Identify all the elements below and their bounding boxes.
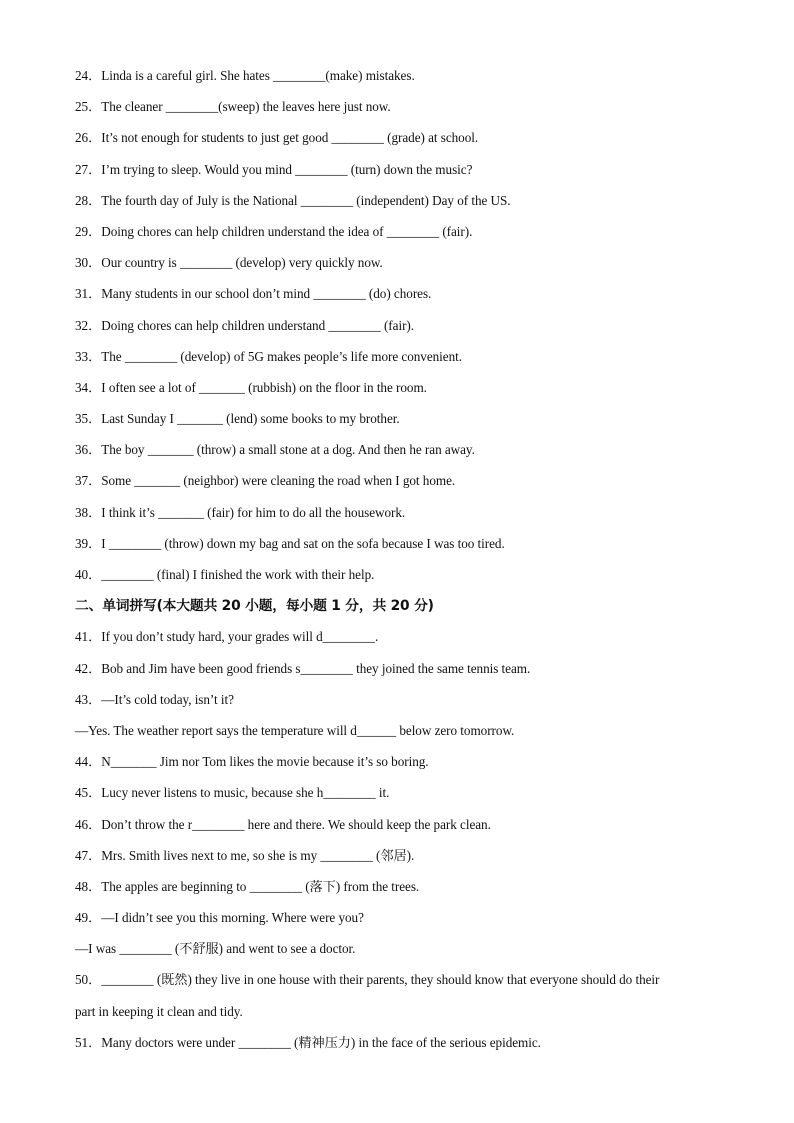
question-46: 46．Don’t throw the r________ here and there. We should keep the park clean. <box>75 816 491 832</box>
question-43-prompt: 43．—It’s cold today, isn’t it? <box>75 691 234 707</box>
question-35: 35．Last Sunday I _______ (lend) some books to my brother. <box>75 411 400 427</box>
question-50-line-1: 50．________ (既然) they live in one house with their parents, they should know that everyone should do their <box>75 972 660 988</box>
question-list <box>75 65 715 1063</box>
question-33: 33．The ________ (develop) of 5G makes people’s life more convenient. <box>75 348 462 364</box>
question-25: 25．The cleaner ________(sweep) the leaves here just now. <box>75 99 391 115</box>
question-24: 24．Linda is a careful girl. She hates ________(make) mistakes. <box>75 68 415 83</box>
question-50-line-2: part in keeping it clean and tidy. <box>75 1003 243 1019</box>
question-34: 34．I often see a lot of _______ (rubbish) on the floor in the room. <box>75 379 427 395</box>
question-44: 44．N_______ Jim nor Tom likes the movie because it’s so boring. <box>75 754 429 770</box>
question-38: 38．I think it’s _______ (fair) for him to do all the housework. <box>75 504 406 520</box>
question-26: 26．It’s not enough for students to just get good ________ (grade) at school. <box>75 130 479 146</box>
question-49-prompt: 49．—I didn’t see you this morning. Where were you? <box>75 910 364 926</box>
question-30: 30．Our country is ________ (develop) very quickly now. <box>75 255 383 271</box>
question-36: 36．The boy _______ (throw) a small stone at a dog. And then he ran away. <box>75 442 475 458</box>
question-42: 42．Bob and Jim have been good friends s________ they joined the same tennis team. <box>75 660 531 676</box>
question-43-response: —Yes. The weather report says the temperature will d______ below zero tomorrow. <box>75 722 515 738</box>
question-48: 48．The apples are beginning to ________ (落下) from the trees. <box>75 878 420 894</box>
question-32: 32．Doing chores can help children understand ________ (fair). <box>75 317 414 333</box>
question-49-response: —I was ________ (不舒服) and went to see a doctor. <box>75 941 356 957</box>
question-41: 41．If you don’t study hard, your grades will d________. <box>75 629 379 645</box>
question-39: 39．I ________ (throw) down my bag and sat on the sofa because I was too tired. <box>75 535 505 551</box>
question-40: 40．________ (final) I finished the work with their help. <box>75 567 375 582</box>
question-45: 45．Lucy never listens to music, because she h________ it. <box>75 785 390 801</box>
question-47: 47．Mrs. Smith lives next to me, so she is my ________ (邻居). <box>75 847 415 863</box>
question-37: 37．Some _______ (neighbor) were cleaning the road when I got home. <box>75 473 456 489</box>
section-2-title: 二、单词拼写(本大题共 20 小题，每小题 1 分，共 20 分) <box>75 598 434 615</box>
question-51: 51．Many doctors were under ________ (精神压力) in the face of the serious epidemic. <box>75 1034 541 1050</box>
question-27: 27．I’m trying to sleep. Would you mind ________ (turn) down the music? <box>75 161 473 177</box>
question-31: 31．Many students in our school don’t mind ________ (do) chores. <box>75 286 432 302</box>
question-29: 29．Doing chores can help children understand the idea of ________ (fair). <box>75 223 473 239</box>
question-28: 28．The fourth day of July is the National ________ (independent) Day of the US. <box>75 192 511 208</box>
